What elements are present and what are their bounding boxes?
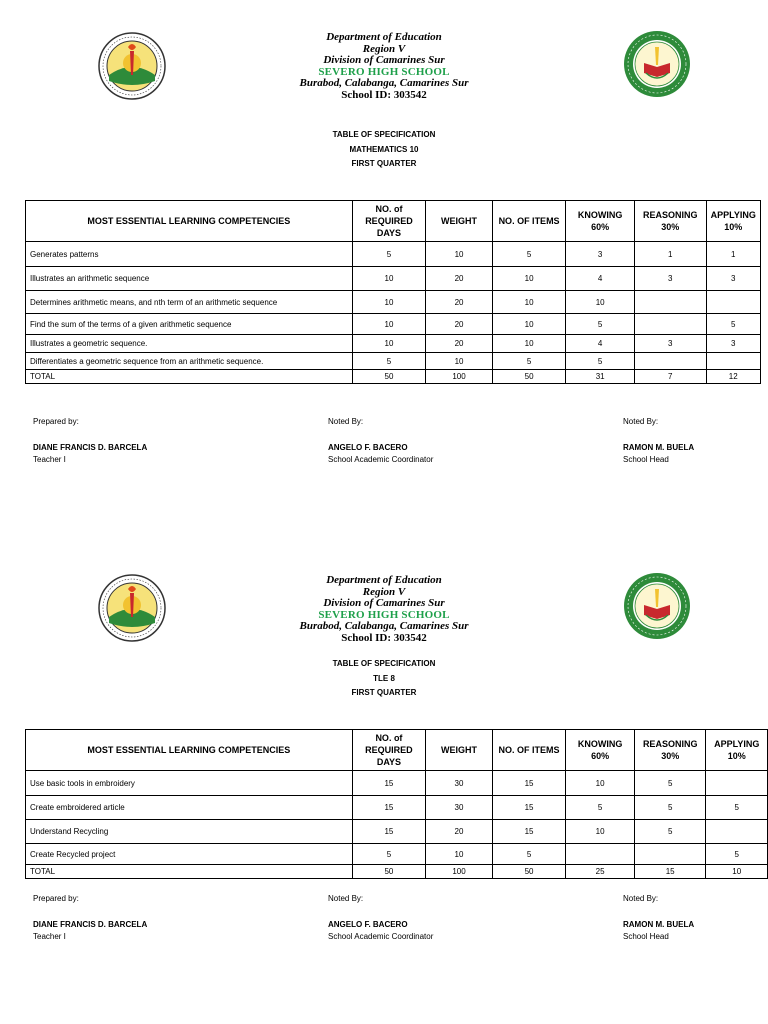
value-cell: 15 xyxy=(352,796,426,820)
value-cell: 10 xyxy=(492,267,566,291)
value-cell xyxy=(706,291,761,314)
value-cell: 10 xyxy=(352,267,426,291)
document-titles xyxy=(234,657,534,701)
header-applying: APPLYING 10% xyxy=(706,730,768,771)
division-seal-icon xyxy=(97,31,167,101)
value-cell: 10 xyxy=(426,242,493,267)
value-cell: 3 xyxy=(634,267,706,291)
value-cell: 5 xyxy=(566,314,635,335)
doc-title: TABLE OF SPECIFICATION xyxy=(332,130,436,139)
value-cell xyxy=(706,820,768,844)
header-knowing: KNOWING 60% xyxy=(566,730,635,771)
value-cell xyxy=(634,314,706,335)
header-competencies: MOST ESSENTIAL LEARNING COMPETENCIES xyxy=(26,730,353,771)
header-reasoning: REASONING 30% xyxy=(634,201,706,242)
signatory-name: RAMON M. BUELA xyxy=(623,443,695,452)
competency-cell: Differentiates a geometric sequence from an arithmetic sequence. xyxy=(26,353,353,370)
signatory-position: School Academic Coordinator xyxy=(328,932,434,941)
document-header xyxy=(234,575,534,644)
value-cell: 5 xyxy=(634,796,706,820)
value-cell xyxy=(706,771,768,796)
value-cell: 15 xyxy=(492,820,566,844)
school-name: SEVERO HIGH SCHOOL xyxy=(318,65,450,78)
value-cell: 5 xyxy=(566,796,635,820)
value-cell: 12 xyxy=(706,370,761,384)
value-cell: 3 xyxy=(566,242,635,267)
header-weight: WEIGHT xyxy=(426,730,493,771)
header-required-days: NO. of REQUIRED DAYS xyxy=(352,730,426,771)
value-cell: 15 xyxy=(352,820,426,844)
value-cell: 5 xyxy=(566,353,635,370)
value-cell: 5 xyxy=(492,353,566,370)
specification-table xyxy=(25,200,761,384)
competency-cell: Find the sum of the terms of a given arithmetic sequence xyxy=(26,314,353,335)
table-row xyxy=(26,353,761,370)
signatory-position: School Head xyxy=(623,455,669,464)
competency-cell: Determines arithmetic means, and nth term of an arithmetic sequence xyxy=(26,291,353,314)
competency-cell: Create embroidered article xyxy=(26,796,353,820)
value-cell: 50 xyxy=(492,865,566,879)
value-cell: 20 xyxy=(426,267,493,291)
competency-cell: Create Recycled project xyxy=(26,844,353,865)
school-seal-icon xyxy=(622,571,692,641)
value-cell: 10 xyxy=(492,314,566,335)
value-cell: 25 xyxy=(566,865,635,879)
doc-quarter: FIRST QUARTER xyxy=(351,688,417,697)
school-seal-icon xyxy=(622,29,692,99)
header-no-of-items: NO. OF ITEMS xyxy=(492,201,566,242)
document-header xyxy=(234,32,534,101)
value-cell: 3 xyxy=(706,267,761,291)
signatory-name: ANGELO F. BACERO xyxy=(328,920,408,929)
value-cell: 5 xyxy=(706,844,768,865)
signatory-label: Noted By: xyxy=(623,894,659,903)
value-cell: 5 xyxy=(634,820,706,844)
value-cell: 10 xyxy=(566,291,635,314)
value-cell: 20 xyxy=(426,291,493,314)
signatory-position: Teacher I xyxy=(33,932,66,941)
table-row xyxy=(26,335,761,353)
school-address: Burabod, Calabanga, Camarines Sur xyxy=(299,77,469,89)
signatory-label: Noted By: xyxy=(328,417,364,426)
value-cell: 5 xyxy=(352,353,426,370)
department-line: Department of Education xyxy=(326,31,442,43)
division-line: Division of Camarines Sur xyxy=(323,54,445,66)
signatory-name: DIANE FRANCIS D. BARCELA xyxy=(33,443,148,452)
signatory-label: Noted By: xyxy=(623,417,659,426)
value-cell: 50 xyxy=(352,370,426,384)
signatory-name: RAMON M. BUELA xyxy=(623,920,695,929)
value-cell: 20 xyxy=(426,335,493,353)
value-cell: 20 xyxy=(426,314,493,335)
competency-cell: TOTAL xyxy=(26,370,353,384)
table-row xyxy=(26,314,761,335)
value-cell: 10 xyxy=(426,353,493,370)
header-reasoning: REASONING 30% xyxy=(634,730,706,771)
value-cell: 15 xyxy=(352,771,426,796)
value-cell: 10 xyxy=(566,771,635,796)
value-cell: 5 xyxy=(492,242,566,267)
region-line: Region V xyxy=(362,585,406,598)
signatory-position: School Head xyxy=(623,932,669,941)
value-cell: 1 xyxy=(634,242,706,267)
document-titles xyxy=(234,128,534,172)
value-cell: 3 xyxy=(706,335,761,353)
signatory-position: Teacher I xyxy=(33,455,66,464)
header-no-of-items: NO. OF ITEMS xyxy=(492,730,566,771)
department-line: Department of Education xyxy=(326,574,442,586)
value-cell: 10 xyxy=(566,820,635,844)
header-knowing: KNOWING 60% xyxy=(566,201,635,242)
table-row xyxy=(26,820,768,844)
table-header-row xyxy=(26,201,761,242)
value-cell: 10 xyxy=(426,844,493,865)
value-cell: 1 xyxy=(706,242,761,267)
value-cell: 15 xyxy=(634,865,706,879)
value-cell: 10 xyxy=(352,314,426,335)
value-cell: 15 xyxy=(492,771,566,796)
value-cell xyxy=(706,353,761,370)
table-row xyxy=(26,796,768,820)
header-competencies: MOST ESSENTIAL LEARNING COMPETENCIES xyxy=(26,201,353,242)
value-cell: 100 xyxy=(426,865,493,879)
table-row xyxy=(26,291,761,314)
signatory-position: School Academic Coordinator xyxy=(328,455,434,464)
header-required-days: NO. of REQUIRED DAYS xyxy=(352,201,426,242)
table-row xyxy=(26,242,761,267)
value-cell: 5 xyxy=(352,844,426,865)
value-cell: 4 xyxy=(566,335,635,353)
signatory-name: DIANE FRANCIS D. BARCELA xyxy=(33,920,148,929)
school-name: SEVERO HIGH SCHOOL xyxy=(318,608,450,621)
competency-cell: Illustrates an arithmetic sequence xyxy=(26,267,353,291)
value-cell: 100 xyxy=(426,370,493,384)
competency-cell: Use basic tools in embroidery xyxy=(26,771,353,796)
doc-subject: TLE 8 xyxy=(373,673,395,683)
value-cell: 5 xyxy=(492,844,566,865)
region-line: Region V xyxy=(362,42,406,55)
competency-cell: Understand Recycling xyxy=(26,820,353,844)
value-cell xyxy=(634,844,706,865)
signatory-label: Noted By: xyxy=(328,894,364,903)
value-cell xyxy=(634,291,706,314)
school-id: School ID: 303542 xyxy=(341,631,427,644)
doc-subject: MATHEMATICS 10 xyxy=(349,144,419,154)
value-cell: 30 xyxy=(426,796,493,820)
competency-cell: Illustrates a geometric sequence. xyxy=(26,335,353,353)
value-cell xyxy=(566,844,635,865)
school-address: Burabod, Calabanga, Camarines Sur xyxy=(299,620,469,632)
value-cell: 5 xyxy=(352,242,426,267)
table-row xyxy=(26,267,761,291)
value-cell: 50 xyxy=(492,370,566,384)
competency-cell: Generates patterns xyxy=(26,242,353,267)
table-total-row xyxy=(26,370,761,384)
value-cell: 10 xyxy=(492,335,566,353)
table-total-row xyxy=(26,865,768,879)
signatory-label: Prepared by: xyxy=(33,894,79,903)
value-cell: 20 xyxy=(426,820,493,844)
value-cell xyxy=(634,353,706,370)
specification-table xyxy=(25,729,768,879)
value-cell: 10 xyxy=(352,335,426,353)
value-cell: 31 xyxy=(566,370,635,384)
value-cell: 10 xyxy=(492,291,566,314)
value-cell: 30 xyxy=(426,771,493,796)
doc-title: TABLE OF SPECIFICATION xyxy=(332,659,436,668)
header-applying: APPLYING 10% xyxy=(706,201,761,242)
table-header-row xyxy=(26,730,768,771)
value-cell: 5 xyxy=(634,771,706,796)
value-cell: 10 xyxy=(706,865,768,879)
signatory-label: Prepared by: xyxy=(33,417,79,426)
value-cell: 4 xyxy=(566,267,635,291)
value-cell: 50 xyxy=(352,865,426,879)
signatory-name: ANGELO F. BACERO xyxy=(328,443,408,452)
header-weight: WEIGHT xyxy=(426,201,493,242)
table-row xyxy=(26,771,768,796)
division-line: Division of Camarines Sur xyxy=(323,597,445,609)
value-cell: 10 xyxy=(352,291,426,314)
school-id: School ID: 303542 xyxy=(341,88,427,101)
value-cell: 3 xyxy=(634,335,706,353)
value-cell: 5 xyxy=(706,314,761,335)
value-cell: 7 xyxy=(634,370,706,384)
value-cell: 5 xyxy=(706,796,768,820)
value-cell: 15 xyxy=(492,796,566,820)
competency-cell: TOTAL xyxy=(26,865,353,879)
table-row xyxy=(26,844,768,865)
doc-quarter: FIRST QUARTER xyxy=(351,159,417,168)
division-seal-icon xyxy=(97,573,167,643)
